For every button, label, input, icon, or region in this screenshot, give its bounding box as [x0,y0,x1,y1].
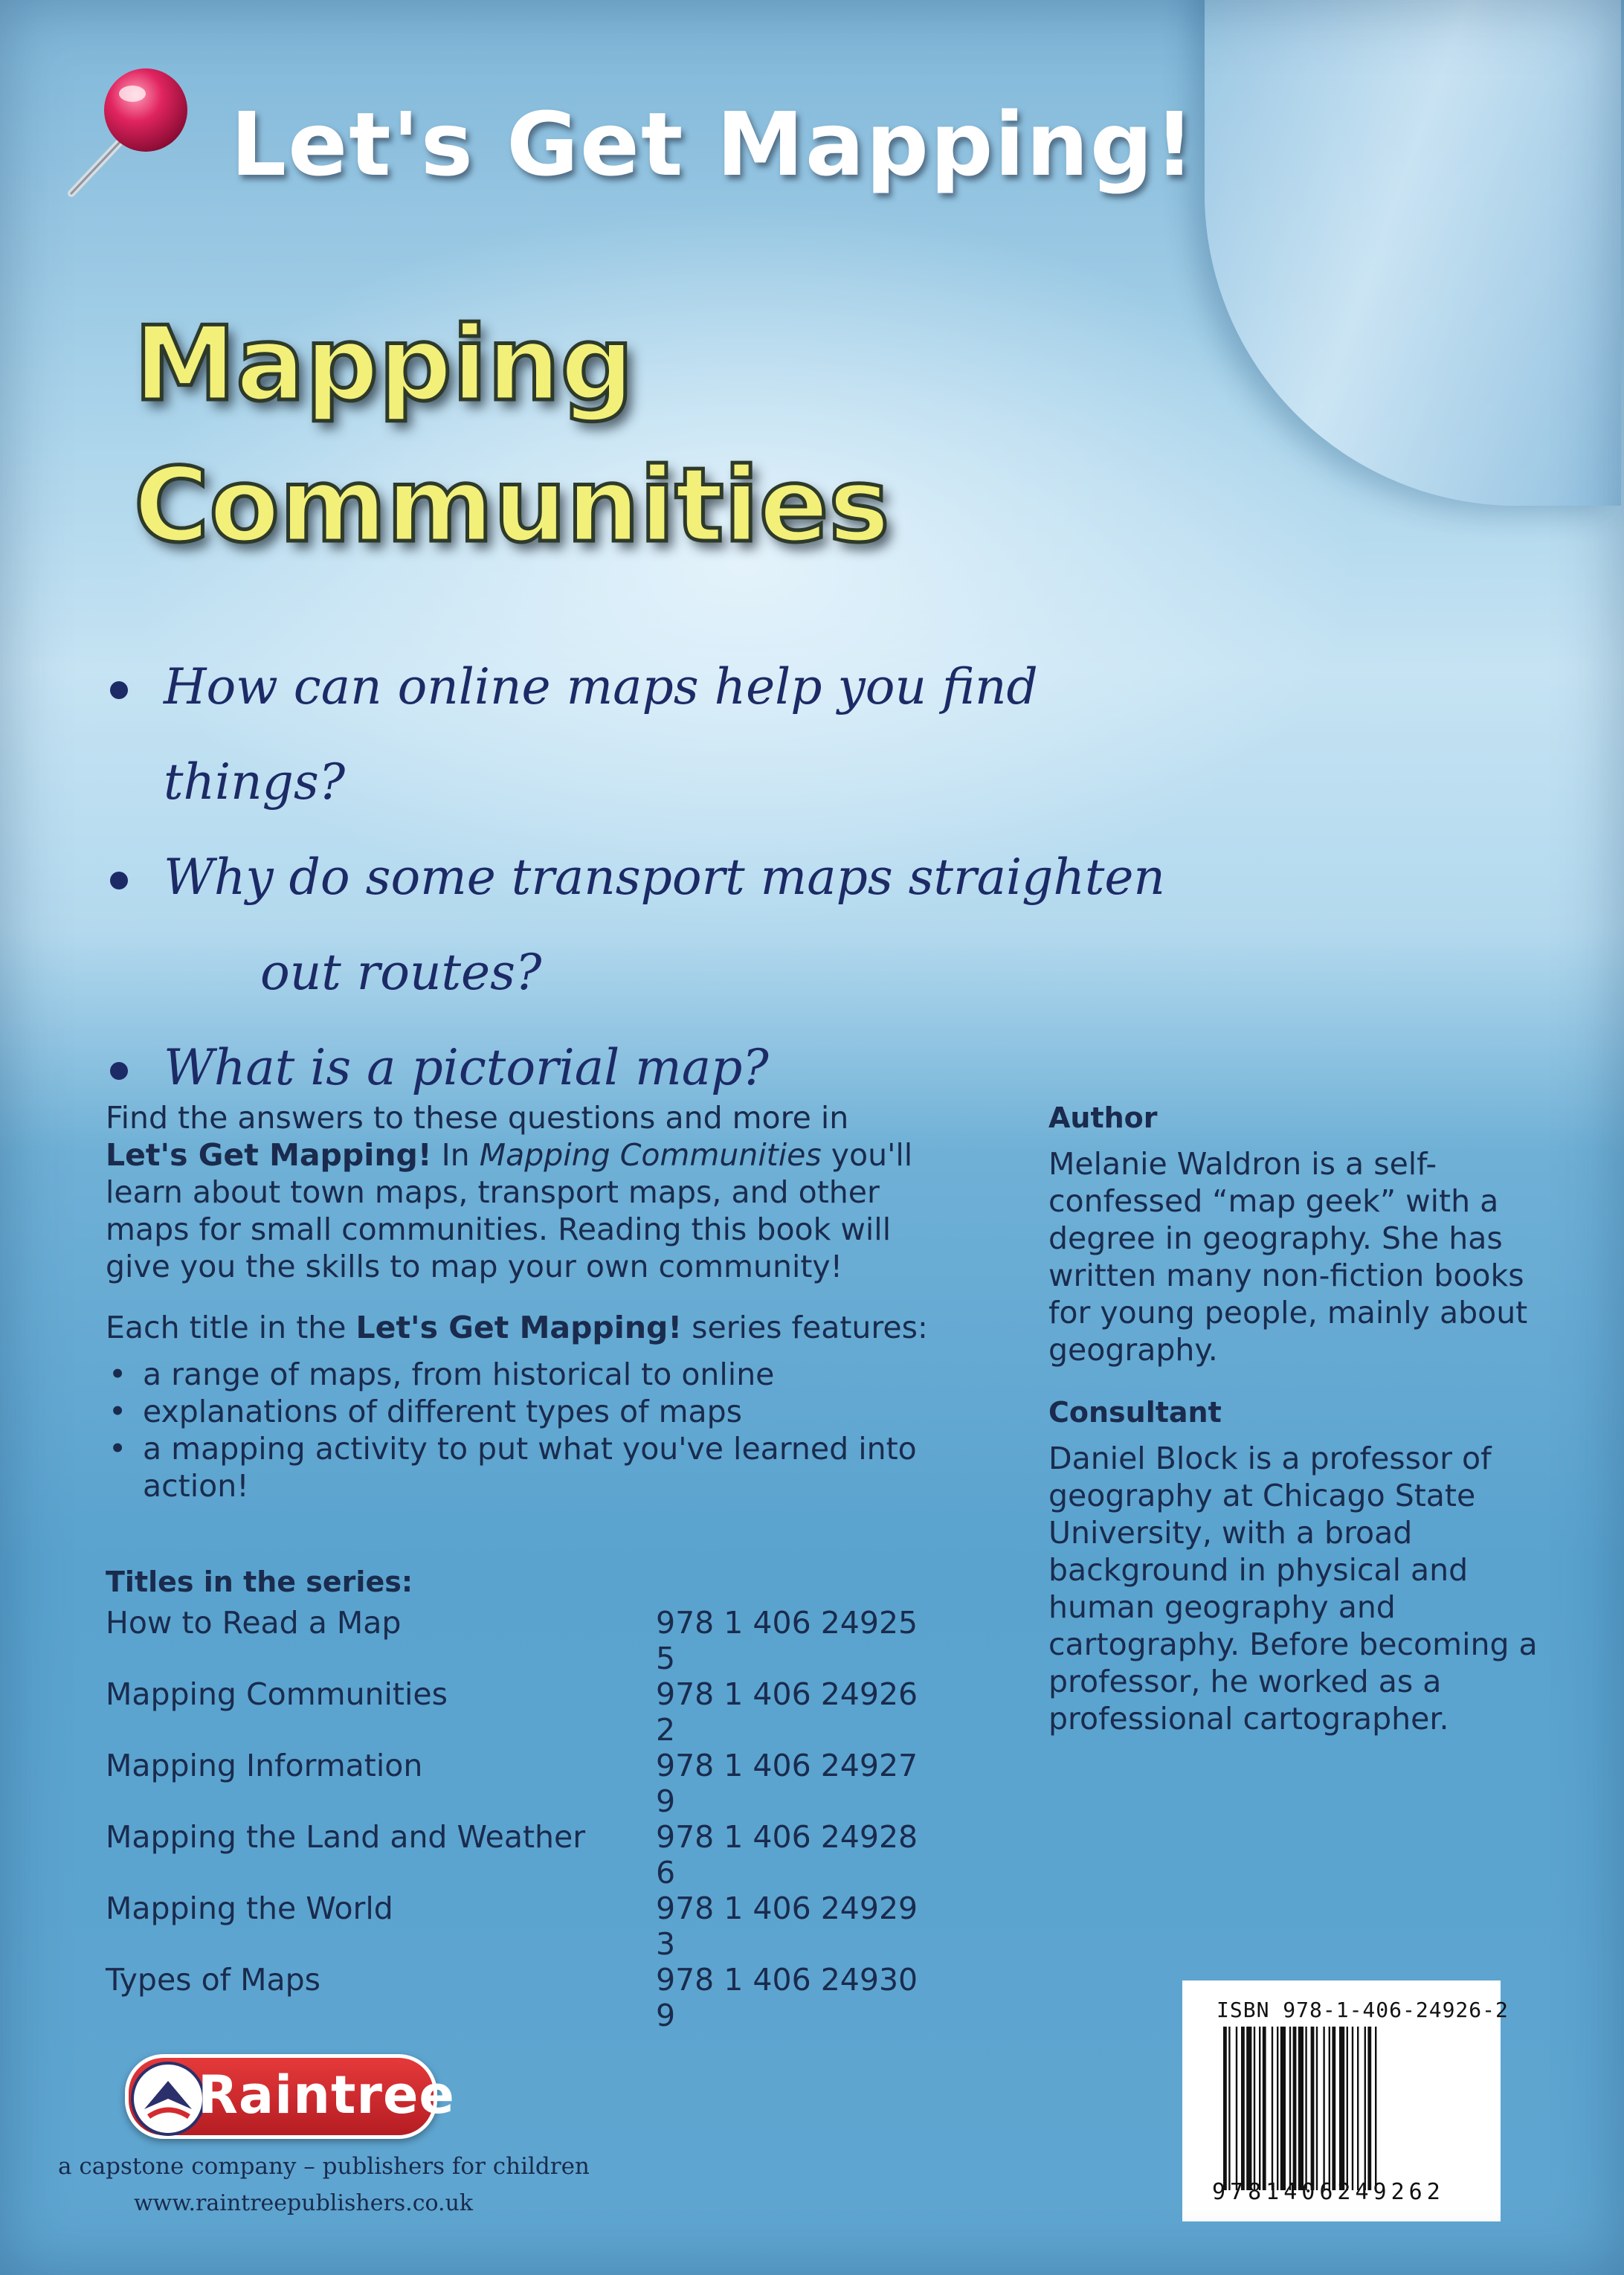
logo-text: Raintree [198,2065,455,2126]
question-item: How can online maps help you find things? [104,640,1219,830]
barcode-bar [1272,2027,1273,2190]
barcode-bar [1332,2027,1335,2190]
barcode-bar [1254,2027,1255,2190]
question-item: Why do some transport maps straighten [104,830,1219,925]
intro-text: Each title in the [106,1310,356,1345]
publisher-url: www.raintreepublishers.co.uk [134,2190,474,2216]
question-item-continued: out routes? [260,944,542,1001]
question-item: What is a pictorial map? [104,1020,1219,1116]
barcode-bar [1323,2027,1324,2190]
title-name: How to Read a Map [106,1605,402,1641]
barcode-bar [1289,2027,1291,2190]
series-name-bold: Let's Get Mapping! [355,1310,683,1345]
series-name-bold: Let's Get Mapping! [106,1137,432,1173]
barcode-bar [1228,2027,1230,2190]
intro-text: In [431,1137,480,1173]
barcode-bar [1293,2027,1297,2190]
table-row [106,1748,938,1819]
author-heading: Author [1048,1101,1158,1134]
title-isbn: 978 1 406 24929 3 [656,1891,918,1962]
barcode-number: 9781406249262 [1212,2179,1445,2205]
book-title-line2: Communities [134,445,890,565]
barcode-bar [1280,2027,1286,2190]
publisher-tagline: a capstone company – publishers for children [58,2153,590,2180]
title-isbn: 978 1 406 24925 5 [656,1605,918,1676]
table-row [106,1676,938,1748]
table-row [106,1891,938,1962]
map-pin-icon [58,61,207,210]
features-list [106,1356,938,1505]
barcode-bar [1357,2027,1359,2190]
title-name: Mapping the World [106,1891,393,1926]
barcode-bar [1263,2027,1266,2190]
table-row [106,1605,938,1676]
series-features-intro [106,1309,938,1346]
table-row [106,1819,938,1891]
swoosh-icon [134,2065,202,2133]
titles-table [106,1605,938,2033]
barcode-bar [1246,2027,1251,2190]
barcode-bar [1223,2027,1227,2190]
consultant-bio: Daniel Block is a professor of geography at Chicago State University, with a broad background in physical and human geography and cartography. Before becoming a professor, he worked as a professional cartographer. [1048,1441,1538,1737]
barcode-bar [1241,2027,1245,2190]
barcode-bar [1352,2027,1353,2190]
feature-item: • a mapping activity to put what you've learned into action! [106,1430,938,1505]
title-isbn: 978 1 406 24926 2 [656,1676,918,1748]
scroll-curl-decoration [1205,0,1621,506]
feature-item: • explanations of different types of maps [106,1393,938,1430]
title-isbn: 978 1 406 24930 9 [656,1962,918,2033]
intro-paragraph [106,1099,938,1285]
logo-emblem-icon [131,2062,205,2136]
barcode-bar [1367,2027,1371,2190]
barcode-bar [1316,2027,1318,2190]
barcode-bar [1329,2027,1330,2190]
barcode-bar [1305,2027,1306,2190]
consultant-heading: Consultant [1048,1396,1222,1429]
title-name: Mapping Communities [106,1676,448,1712]
title-isbn: 978 1 406 24928 6 [656,1819,918,1891]
barcode-bar [1339,2027,1344,2190]
question-list [104,640,1219,1116]
barcode-bar [1311,2027,1315,2190]
barcode-bar [1298,2027,1304,2190]
barcode-bar [1375,2027,1376,2190]
table-row [106,1962,938,2033]
series-title: Let's Get Mapping! [231,93,1196,196]
title-name: Mapping Information [106,1748,423,1783]
feature-item: • a range of maps, from historical to online [106,1356,938,1393]
barcode-bar [1259,2027,1260,2190]
title-isbn: 978 1 406 24927 9 [656,1748,918,1819]
intro-text: series features: [682,1310,928,1345]
publisher-logo [125,2054,455,2137]
barcode-bar [1236,2027,1237,2190]
barcode-icon [1223,2027,1476,2190]
book-title-line1: Mapping [134,304,634,424]
barcode-bar [1364,2027,1366,2190]
titles-heading: Titles in the series: [106,1566,413,1598]
barcode-bar [1347,2027,1348,2190]
barcode-bar [1277,2027,1278,2190]
title-name: Types of Maps [106,1962,321,1998]
intro-text: Find the answers to these questions and more in [106,1100,849,1136]
book-name-italic: Mapping Communities [479,1137,822,1173]
title-name: Mapping the Land and Weather [106,1819,586,1855]
barcode-isbn-label: ISBN 978-1-406-24926-2 [1217,1998,1509,2022]
book-title [134,294,889,576]
author-bio: Melanie Waldron is a self-confessed “map geek” with a degree in geography. She has written many non-fiction books for young people, mainly about geography. [1048,1146,1528,1368]
intro-text: you'll learn about town maps, transport maps, and other maps for small communities. Reading this book will give you the skills to map your own community! [106,1137,913,1284]
